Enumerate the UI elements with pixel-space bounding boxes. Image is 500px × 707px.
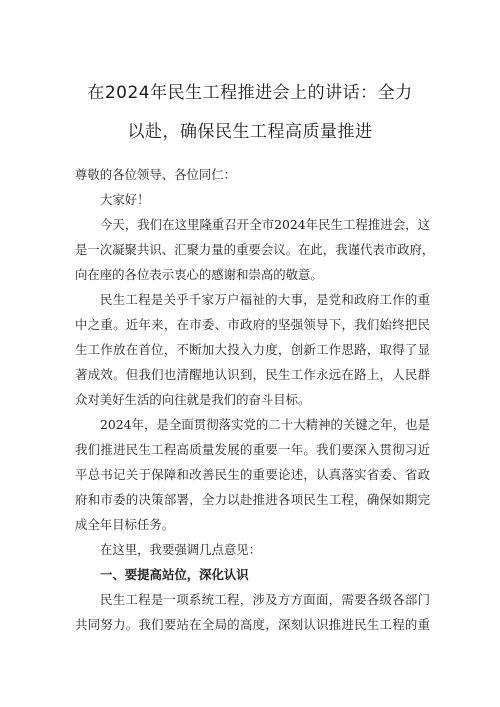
section-1-heading: 一、要提高站位，深化认识 — [100, 567, 249, 582]
paragraph-5-line-2: 共同努力。我们要站在全局的高度，深刻认识推进民生工程的重 — [75, 617, 430, 632]
paragraph-2-line-3: 生工作放在首位，不断加大投入力度，创新工作思路，取得了显 — [75, 342, 430, 357]
paragraph-1-line-1: 今天，我们在这里隆重召开全市2024年民生工程推进会，这 — [100, 217, 430, 232]
paragraph-5-line-1: 民生工程是一项系统工程，涉及方方面面，需要各级各部门 — [100, 592, 430, 607]
paragraph-2-line-2: 中之重。近年来，在市委、市政府的坚强领导下，我们始终把民 — [75, 317, 430, 332]
document-title-line-1: 在2024年民生工程推进会上的讲话：全力 — [87, 83, 413, 103]
greeting: 大家好！ — [100, 192, 150, 207]
salutation: 尊敬的各位领导、各位同仁： — [75, 167, 237, 182]
document-title-line-2: 以赴，确保民生工程高质量推进 — [127, 122, 373, 142]
paragraph-3-line-2: 我们推进民生工程高质量发展的重要一年。我们要深入贯彻习近 — [75, 442, 430, 457]
paragraph-2-line-5: 众对美好生活的向往就是我们的奋斗目标。 — [75, 392, 311, 407]
paragraph-3-line-5: 成全年目标任务。 — [75, 517, 175, 532]
paragraph-1-line-2: 是一次凝聚共识、汇聚力量的重要会议。在此，我谨代表市政府， — [75, 242, 435, 257]
paragraph-1-line-3: 向在座的各位表示衷心的感谢和崇高的敬意。 — [75, 267, 323, 282]
paragraph-4: 在这里，我要强调几点意见： — [100, 542, 262, 557]
paragraph-3-line-1: 2024年，是全面贯彻落实党的二十大精神的关键之年，也是 — [100, 417, 430, 432]
paragraph-3-line-4: 府和市委的决策部署，全力以赴推进各项民生工程，确保如期完 — [75, 492, 430, 507]
paragraph-2-line-4: 著成效。但我们也清醒地认识到，民生工作永远在路上，人民群 — [75, 367, 430, 382]
paragraph-3-line-3: 平总书记关于保障和改善民生的重要论述，认真落实省委、省政 — [75, 467, 430, 482]
paragraph-2-line-1: 民生工程是关乎千家万户福祉的大事，是党和政府工作的重 — [100, 292, 430, 307]
